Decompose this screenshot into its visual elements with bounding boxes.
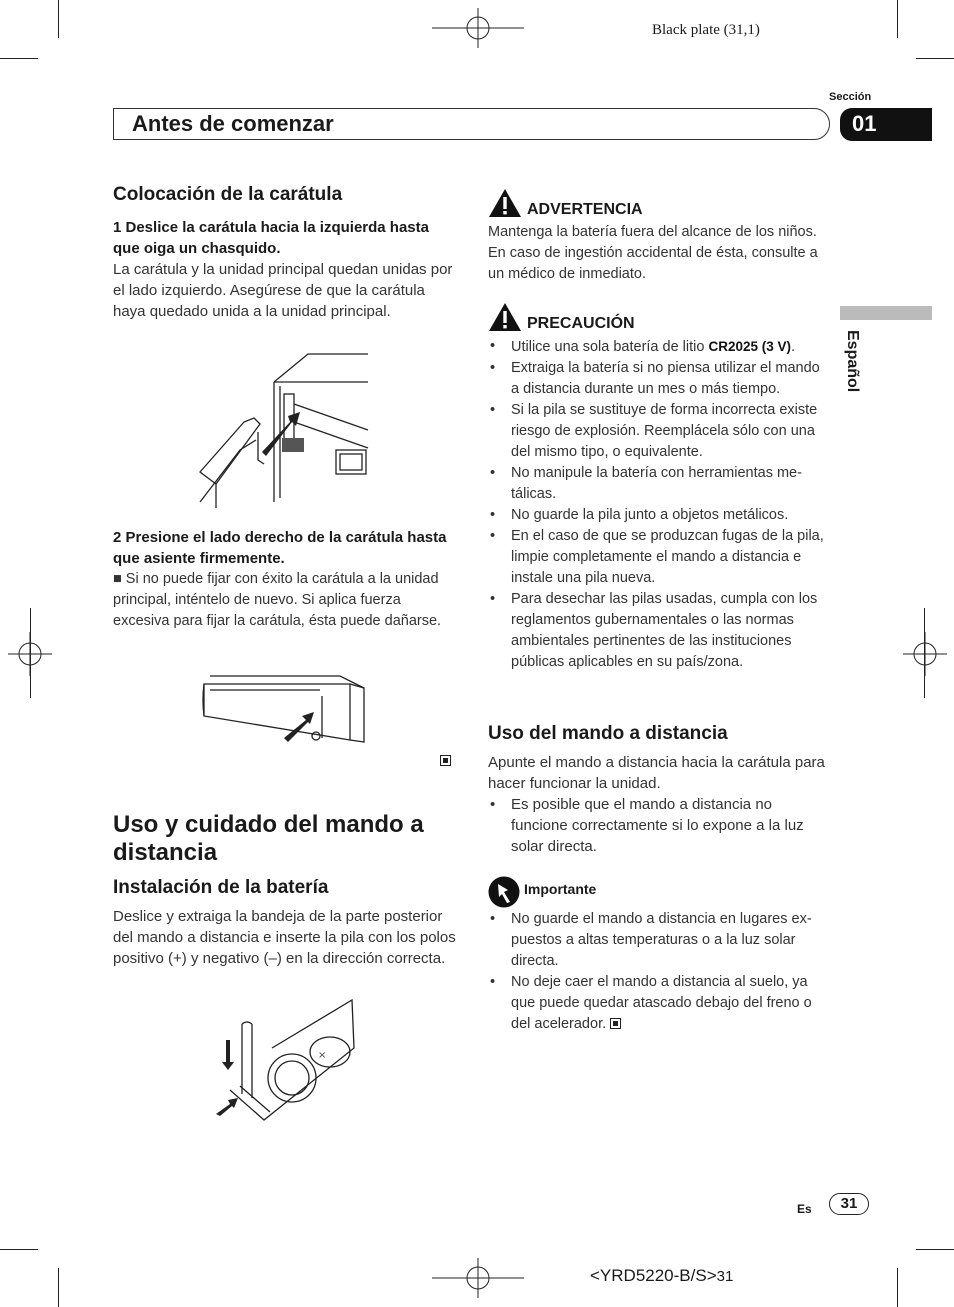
header-title: Antes de comenzar — [132, 111, 334, 136]
plate-label: Black plate (31,1) — [652, 22, 760, 38]
advertencia-title: ADVERTENCIA — [527, 201, 643, 218]
list-item: • Si la pila se sustituye de forma incorrecta existe riesgo de explosión. Reemplácela sólo con una del mismo tipo, o equivalente. — [488, 400, 830, 463]
end-mark-icon — [440, 755, 451, 766]
header-title-bar — [113, 108, 830, 140]
model-code: <YRD5220-B/S> — [590, 1266, 717, 1285]
importante-item-2: No deje caer el mando a distancia al suelo, ya que puede quedar atascado debajo del freno o del acelerador. — [511, 974, 812, 1032]
model-footer — [590, 1266, 733, 1286]
registration-mark-top — [432, 8, 524, 48]
step-1: 1 Deslice la carátula hacia la izquierda hasta que oiga un chasquido. — [113, 219, 429, 257]
section-number: 01 — [852, 111, 877, 136]
language-code: Es — [797, 1202, 812, 1216]
heading-uso-cuidado: Uso y cuidado del mando a distancia — [113, 811, 424, 866]
side-tab-bar — [840, 306, 932, 320]
list-item: • No guarde la pila junto a objetos metálicos. — [488, 505, 830, 526]
note-2: ■ Si no puede fijar con éxito la carátula a la unidad principal, inténtelo de nuevo. Si aplica fuerza excesiva para fijar la carátula, ésta puede dañarse. — [113, 571, 442, 629]
registration-mark-bottom — [432, 1258, 524, 1298]
list-item — [488, 336, 830, 358]
registration-mark-right — [903, 632, 947, 676]
list-item: • Extraiga la batería si no piensa utilizar el mando a distancia durante un mes o más tiempo. — [488, 358, 830, 400]
list-item: • Para desechar las pilas usadas, cumpla con los reglamentos gubernamentales o las normas ambientales pertinentes de las instituciones públicas aplicables en su país/zona. — [488, 589, 830, 673]
precaucion-list — [488, 336, 830, 673]
paragraph-instalacion: Deslice y extraiga la bandeja de la parte posterior del mando a distancia e inserte la pila con los polos positivo (+) y negativo (–) en la dirección correcta. — [113, 908, 456, 967]
list-item: • No guarde el mando a distancia en lugares expuestos a altas temperaturas o a la luz solar directa. — [488, 909, 833, 972]
list-item: • Es posible que el mando a distancia no funcione correctamente si lo expone a la luz solar directa. — [488, 794, 808, 857]
crop-mark — [897, 0, 898, 38]
heading-instalacion: Instalación de la batería — [113, 877, 329, 898]
precaucion-first-suffix: . — [791, 339, 796, 355]
step-2: 2 Presione el lado derecho de la carátula hasta que asiente firmemente. — [113, 529, 447, 567]
registration-mark-left — [8, 632, 52, 676]
section-label: Sección — [829, 91, 872, 103]
svg-text:×: × — [318, 1050, 327, 1061]
crop-mark — [897, 1268, 898, 1307]
important-icon — [488, 876, 520, 908]
crop-mark — [916, 58, 954, 59]
uso-list — [488, 794, 808, 857]
paragraph-1: La carátula y la unidad principal quedan unidas por el lado izquierdo. Asegúrese de que la carátula haya quedado unida a la unidad principal. — [113, 261, 453, 320]
heading-uso-mando: Uso del mando a distancia — [488, 723, 728, 744]
crop-mark — [58, 0, 59, 38]
caution-triangle-icon — [488, 302, 522, 332]
crop-mark — [916, 1249, 954, 1250]
battery-type: CR2025 (3 V) — [708, 339, 792, 354]
faceplate-attach-illustration — [198, 352, 370, 510]
list-item: • En el caso de que se produzcan fugas de la pila, limpie completamente el mando a distancia e instale una pila nueva. — [488, 526, 830, 589]
precaucion-title: PRECAUCIÓN — [527, 315, 635, 332]
page-number: 31 — [840, 1195, 858, 1212]
heading-colocacion: Colocación de la carátula — [113, 184, 343, 205]
importante-title: Importante — [524, 881, 597, 897]
crop-mark — [0, 1249, 38, 1250]
list-item — [488, 972, 833, 1035]
warning-triangle-icon — [488, 188, 522, 218]
end-mark-icon — [610, 1018, 621, 1029]
faceplate-press-illustration — [200, 660, 368, 746]
advertencia-text: Mantenga la batería fuera del alcance de los niños. En caso de ingestión accidental de ésta, consulte a un médico de inmediato. — [488, 224, 818, 282]
model-page: 31 — [716, 1268, 734, 1285]
page-number-badge — [829, 1193, 869, 1215]
paragraph-uso: Apunte el mando a distancia hacia la carátula para hacer funcionar la unidad. — [488, 754, 825, 792]
side-tab-label: Español — [844, 330, 861, 393]
end-mark-left — [440, 752, 451, 770]
crop-mark — [0, 58, 38, 59]
section-badge — [840, 108, 932, 141]
precaucion-first-prefix: Utilice una sola batería de litio — [511, 339, 709, 355]
battery-insert-illustration — [212, 998, 356, 1122]
list-item: • No manipule la batería con herramientas metálicas. — [488, 463, 830, 505]
crop-mark — [58, 1268, 59, 1307]
importante-list — [488, 909, 833, 1035]
